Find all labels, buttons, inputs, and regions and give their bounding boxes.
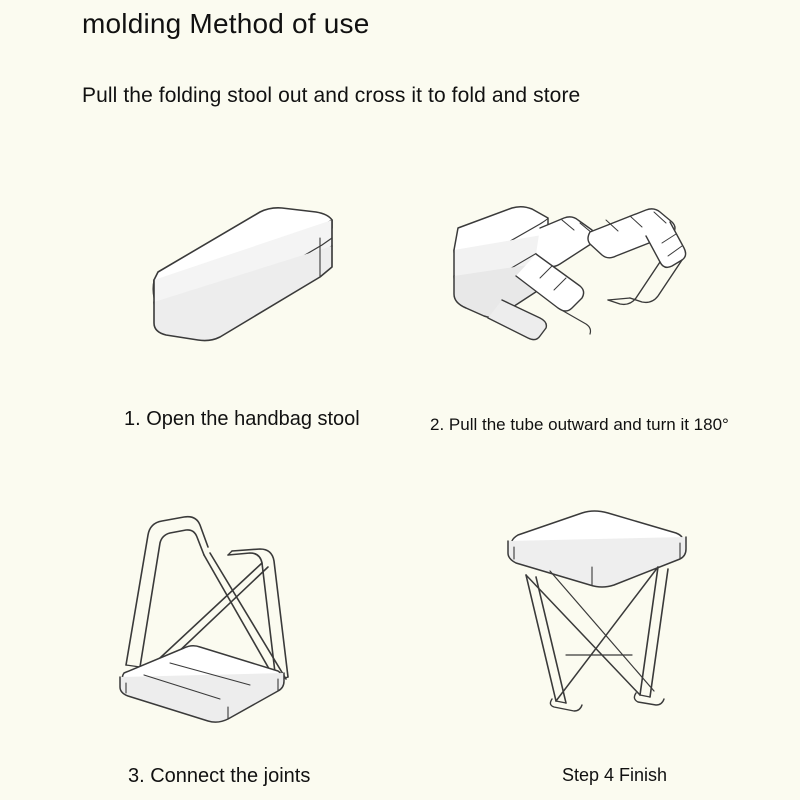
step-4-illustration	[490, 505, 710, 735]
step-4-caption: Step 4 Finish	[562, 765, 668, 785]
step-3-caption: 3. Connect the joints	[128, 765, 311, 787]
stool-assembled-finished-icon	[490, 505, 710, 735]
stool-tubes-pulled-out-icon	[440, 190, 740, 390]
step-3-illustration	[100, 495, 340, 745]
page-subtitle: Pull the folding stool out and cross it to fold and store	[82, 84, 581, 107]
step-1-illustration	[70, 190, 400, 390]
folded-stool-closed-bag-icon	[70, 190, 400, 390]
stool-frame-crossed-joints-icon	[100, 495, 340, 745]
step-2-illustration	[440, 190, 740, 390]
page-title: molding Method of use	[82, 8, 370, 39]
step-2-caption: 2. Pull the tube outward and turn it 180°	[430, 415, 729, 434]
step-1-caption: 1. Open the handbag stool	[124, 408, 360, 430]
